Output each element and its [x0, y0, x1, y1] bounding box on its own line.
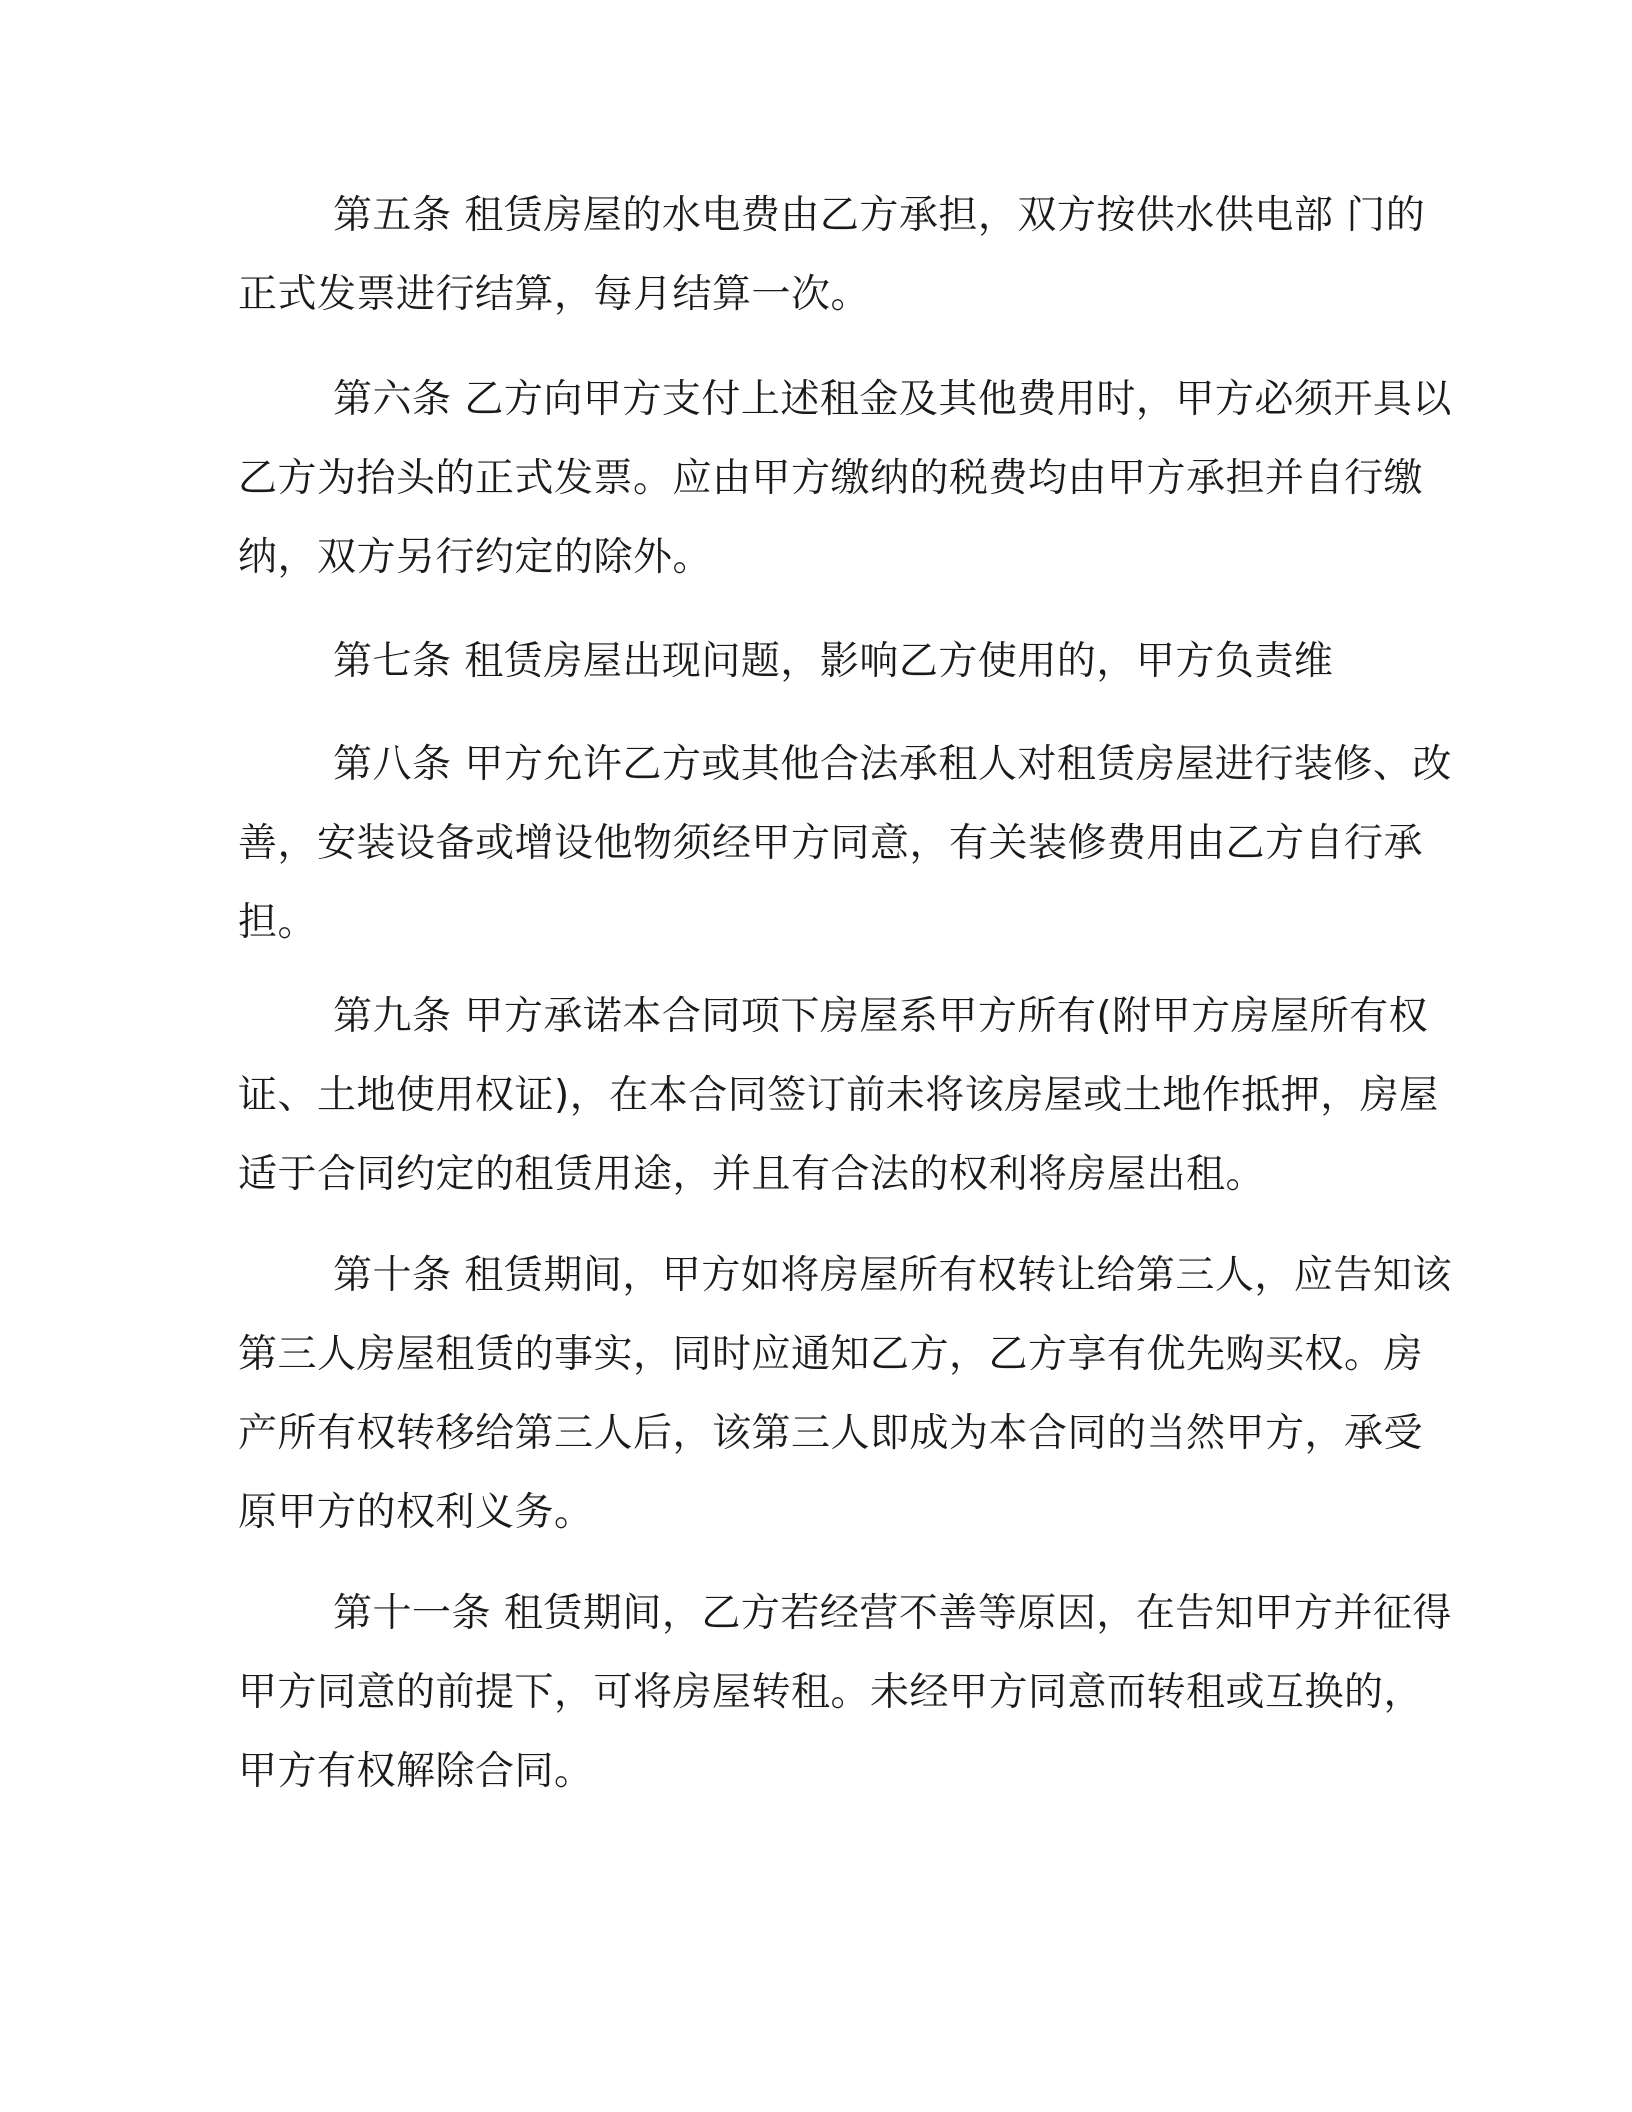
article-10-line-3: 产所有权转移给第三人后，该第三人即成为本合同的当然甲方，承受 [238, 1411, 1424, 1456]
article-11-line-3: 甲方有权解除合同。 [238, 1749, 594, 1794]
article-10-line-2: 第三人房屋租赁的事实，同时应通知乙方，乙方享有优先购买权。房 [238, 1332, 1424, 1377]
article-8-line-1: 第八条 甲方允许乙方或其他合法承租人对租赁房屋进行装修、改 [333, 742, 1452, 787]
article-6-line-2: 乙方为抬头的正式发票。应由甲方缴纳的税费均由甲方承担并自行缴 [238, 456, 1424, 501]
article-9-line-1: 第九条 甲方承诺本合同项下房屋系甲方所有(附甲方房屋所有权 [333, 994, 1429, 1039]
article-8-line-2: 善，安装设备或增设他物须经甲方同意，有关装修费用由乙方自行承 [238, 821, 1424, 866]
article-9-line-3: 适于合同约定的租赁用途，并且有合法的权利将房屋出租。 [238, 1152, 1266, 1197]
article-5-line-2: 正式发票进行结算，每月结算一次。 [238, 272, 871, 317]
article-8-line-3: 担。 [238, 900, 318, 945]
article-6-line-1: 第六条 乙方向甲方支付上述租金及其他费用时，甲方必须开具以 [333, 377, 1452, 422]
article-11-line-2: 甲方同意的前提下，可将房屋转租。未经甲方同意而转租或互换的， [238, 1670, 1424, 1715]
article-11-line-1: 第十一条 租赁期间，乙方若经营不善等原因，在告知甲方并征得 [333, 1591, 1452, 1636]
article-5-line-1: 第五条 租赁房屋的水电费由乙方承担，双方按供水供电部 门的 [333, 193, 1426, 238]
article-9-line-2: 证、土地使用权证)，在本合同签订前未将该房屋或土地作抵押，房屋 [238, 1073, 1439, 1118]
article-10-line-1: 第十条 租赁期间，甲方如将房屋所有权转让给第三人，应告知该 [333, 1253, 1452, 1298]
article-6-line-3: 纳，双方另行约定的除外。 [238, 535, 713, 580]
article-7-line-1: 第七条 租赁房屋出现问题，影响乙方使用的，甲方负责维 [333, 639, 1334, 684]
article-10-line-4: 原甲方的权利义务。 [238, 1490, 594, 1535]
